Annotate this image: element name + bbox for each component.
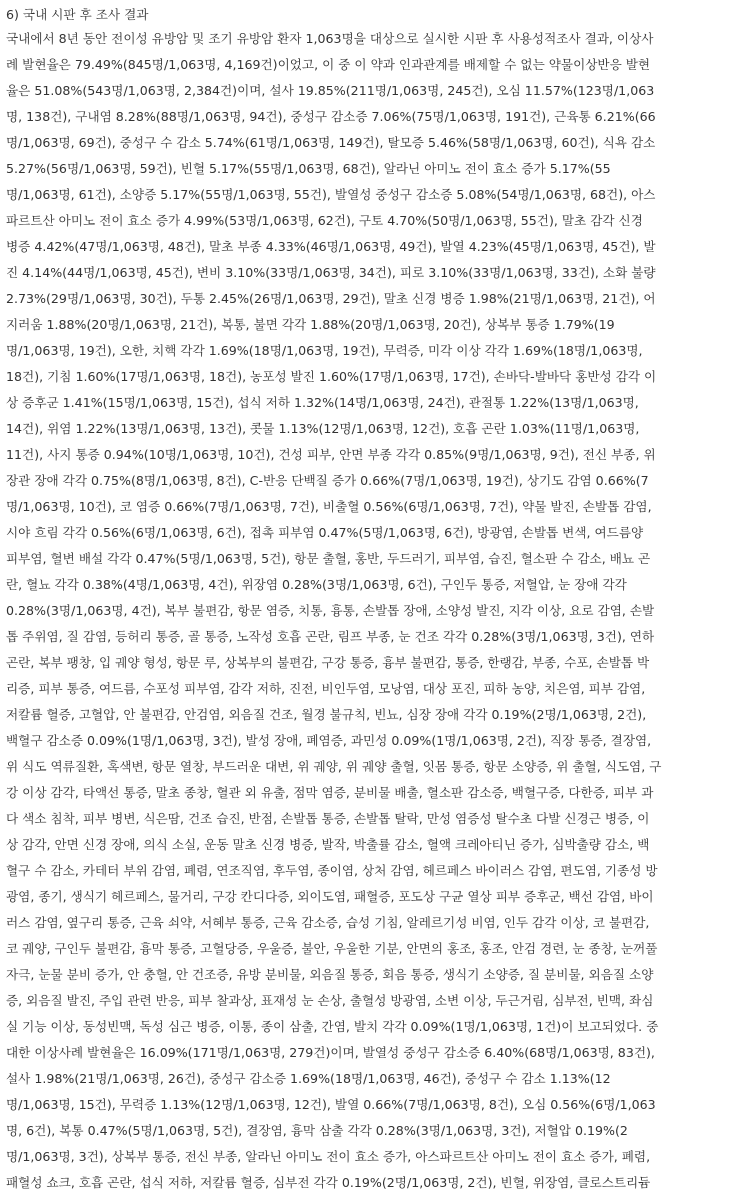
- paragraph-line: 18건), 기침 1.60%(17명/1,063명, 18건), 농포성 발진 1.60%(17명/1,063명, 17건), 손바닥-발바닥 홍반성 감각 이: [6, 369, 657, 384]
- paragraph-line: 증, 외음질 발진, 주입 관련 반응, 피부 찰과상, 표재성 눈 손상, 출혈성 방광염, 소변 이상, 두근거림, 심부전, 빈맥, 좌심: [6, 993, 654, 1008]
- paragraph-line: 톱 주위염, 질 감염, 등허리 통증, 골 통증, 노작성 호흡 곤란, 림프 부종, 눈 건조 각각 0.28%(3명/1,063명, 3건), 연하: [6, 629, 655, 644]
- paragraph-line: 상 감각, 안면 신경 장애, 의식 소실, 운동 말초 신경 병증, 발작, 박출률 감소, 혈액 크레아티닌 증가, 심박출량 감소, 백: [6, 837, 650, 852]
- paragraph-line: 코 궤양, 구인두 불편감, 흉막 통증, 고혈당증, 우울증, 불안, 우울한 기분, 안면의 홍조, 홍조, 안검 경련, 눈 종창, 눈꺼풀: [6, 941, 658, 956]
- paragraph-line: 설사 1.98%(21명/1,063명, 26건), 중성구 감소증 1.69%(18명/1,063명, 46건), 중성구 수 감소 1.13%(12: [6, 1071, 611, 1086]
- paragraph-line: 곤란, 복부 팽창, 입 궤양 형성, 항문 루, 상복부의 불편감, 구강 통증, 흉부 불편감, 통증, 한랭감, 부종, 수포, 손발톱 박: [6, 655, 650, 670]
- paragraph-line: 명, 138건), 구내염 8.28%(88명/1,063명, 94건), 중성구 감소증 7.06%(75명/1,063명, 191건), 근육통 6.21%(66: [6, 109, 656, 124]
- paragraph-line: 실 기능 이상, 동성빈맥, 독성 심근 병증, 이통, 종이 삼출, 간염, 발치 각각 0.09%(1명/1,063명, 1건)이 보고되었다. 중: [6, 1019, 659, 1034]
- post-marketing-survey-paragraph: [6, 26, 735, 1196]
- paragraph-line: 백혈구 감소증 0.09%(1명/1,063명, 3건), 발성 장애, 폐염증, 과민성 0.09%(1명/1,063명, 2건), 직장 통증, 결장염,: [6, 733, 652, 748]
- paragraph-line: 위 식도 역류질환, 혹색변, 항문 열창, 부드러운 대변, 위 궤양, 위 궤양 출혈, 잇몸 통증, 항문 소양증, 위 출혈, 식도염, 구: [6, 759, 662, 774]
- paragraph-line: 14건), 위염 1.22%(13명/1,063명, 13건), 콧물 1.13%(12명/1,063명, 12건), 호흡 곤란 1.03%(11명/1,063명,: [6, 421, 640, 436]
- paragraph-line: 율은 51.08%(543명/1,063명, 2,384건)이며, 설사 19.85%(211명/1,063명, 245건), 오심 11.57%(123명/1,063: [6, 83, 655, 98]
- paragraph-line: 명/1,063명, 10건), 코 염증 0.66%(7명/1,063명, 7건), 비출혈 0.56%(6명/1,063명, 7건), 약물 발진, 손발톱 감염,: [6, 499, 652, 514]
- paragraph-line: 0.28%(3명/1,063명, 4건), 복부 불편감, 항문 염증, 치통, 흉통, 손발톱 장애, 소양성 발진, 지각 이상, 요로 감염, 손발: [6, 603, 655, 618]
- paragraph-line: 명/1,063명, 15건), 무력증 1.13%(12명/1,063명, 12건), 발열 0.66%(7명/1,063명, 8건), 오심 0.56%(6명/1,063: [6, 1097, 656, 1112]
- paragraph-line: 5.27%(56명/1,063명, 59건), 빈혈 5.17%(55명/1,063명, 68건), 알라닌 아미노 전이 효소 증가 5.17%(55: [6, 161, 611, 176]
- paragraph-line: 대한 이상사례 발현율은 16.09%(171명/1,063명, 279건)이며, 발열성 중성구 감소증 6.40%(68명/1,063명, 83건),: [6, 1045, 655, 1060]
- paragraph-line: 리증, 피부 통증, 여드름, 수포성 피부염, 감각 저하, 진전, 비인두염, 모낭염, 대상 포진, 피하 농양, 치은염, 피부 감염,: [6, 681, 646, 696]
- paragraph-line: 지러움 1.88%(20명/1,063명, 21건), 복통, 불면 각각 1.88%(20명/1,063명, 20건), 상복부 통증 1.79%(19: [6, 317, 615, 332]
- paragraph-line: 러스 감염, 옆구리 통증, 근육 쇠약, 서혜부 통증, 근육 감소증, 습성 기침, 알레르기성 비염, 인두 감각 이상, 코 불편감,: [6, 915, 650, 930]
- paragraph-line: 혈구 수 감소, 카테터 부위 감염, 폐렴, 연조직염, 후두염, 종이염, 상처 감염, 헤르페스 바이러스 감염, 편도염, 기종성 방: [6, 863, 658, 878]
- paragraph-line: 병증 4.42%(47명/1,063명, 48건), 말초 부종 4.33%(46명/1,063명, 49건), 발열 4.23%(45명/1,063명, 45건), 발: [6, 239, 656, 254]
- paragraph-line: 명/1,063명, 19건), 오한, 치핵 각각 1.69%(18명/1,063명, 19건), 무력증, 미각 이상 각각 1.69%(18명/1,063명,: [6, 343, 643, 358]
- paragraph-line: 란, 혈뇨 각각 0.38%(4명/1,063명, 4건), 위장염 0.28%(3명/1,063명, 6건), 구인두 통증, 저혈압, 눈 장애 각각: [6, 577, 627, 592]
- paragraph-line: 명, 6건), 복통 0.47%(5명/1,063명, 5건), 결장염, 흉막 삼출 각각 0.28%(3명/1,063명, 3건), 저혈압 0.19%(2: [6, 1123, 628, 1138]
- paragraph-line: 2.73%(29명/1,063명, 30건), 두통 2.45%(26명/1,063명, 29건), 말초 신경 병증 1.98%(21명/1,063명, 21건), 어: [6, 291, 656, 306]
- paragraph-line: 국내에서 8년 동안 전이성 유방암 및 조기 유방암 환자 1,063명을 대상으로 실시한 시판 후 사용성적조사 결과, 이상사: [6, 31, 654, 46]
- paragraph-line: 장관 장애 각각 0.75%(8명/1,063명, 8건), C-반응 단백질 증가 0.66%(7명/1,063명, 19건), 상기도 감염 0.66%(7: [6, 473, 649, 488]
- paragraph-line: 명/1,063명, 69건), 중성구 수 감소 5.74%(61명/1,063명, 149건), 탈모증 5.46%(58명/1,063명, 60건), 식욕 감소: [6, 135, 656, 150]
- paragraph-line: 상 증후군 1.41%(15명/1,063명, 15건), 섭식 저하 1.32%(14명/1,063명, 24건), 관절통 1.22%(13명/1,063명,: [6, 395, 639, 410]
- paragraph-line: 례 발현율은 79.49%(845명/1,063명, 4,169건)이었고, 이 중 이 약과 인과관계를 배제할 수 없는 약물이상반응 발현: [6, 57, 651, 72]
- paragraph-line: 피부염, 혈변 배설 각각 0.47%(5명/1,063명, 5건), 항문 출혈, 홍반, 두드러기, 피부염, 습진, 혈소판 수 감소, 배뇨 곤: [6, 551, 651, 566]
- paragraph-line: 진 4.14%(44명/1,063명, 45건), 변비 3.10%(33명/1,063명, 34건), 피로 3.10%(33명/1,063명, 33건), 소화 불량: [6, 265, 656, 280]
- paragraph-line: 시야 흐림 각각 0.56%(6명/1,063명, 6건), 접촉 피부염 0.47%(5명/1,063명, 6건), 방광염, 손발톱 변색, 여드름양: [6, 525, 644, 540]
- paragraph-line: 11건), 사지 통증 0.94%(10명/1,063명, 10건), 건성 피부, 안면 부종 각각 0.85%(9명/1,063명, 9건), 전신 부종, 위: [6, 447, 656, 462]
- paragraph-line: 명/1,063명, 61건), 소양증 5.17%(55명/1,063명, 55건), 발열성 중성구 감소증 5.08%(54명/1,063명, 68건), 아스: [6, 187, 656, 202]
- paragraph-line: 파르트산 아미노 전이 효소 증가 4.99%(53명/1,063명, 62건), 구토 4.70%(50명/1,063명, 55건), 말초 감각 신경: [6, 213, 643, 228]
- paragraph-line: 자극, 눈물 분비 증가, 안 충혈, 안 건조증, 유방 분비물, 외음질 통증, 회음 통증, 생식기 소양증, 질 분비물, 외음질 소양: [6, 967, 654, 982]
- paragraph-line: 패혈성 쇼크, 호흡 곤란, 섭식 저하, 저칼륨 혈증, 심부전 각각 0.19%(2명/1,063명, 2건), 빈혈, 위장염, 클로스트리듐: [6, 1175, 651, 1190]
- paragraph-line: 저칼륨 혈증, 고혈압, 안 불편감, 안검염, 외음질 건조, 월경 불규칙, 빈뇨, 심장 장애 각각 0.19%(2명/1,063명, 2건),: [6, 707, 647, 722]
- paragraph-line: 명/1,063명, 3건), 상복부 통증, 전신 부종, 알라닌 아미노 전이 효소 증가, 아스파르트산 아미노 전이 효소 증가, 폐렴,: [6, 1149, 651, 1164]
- paragraph-line: 광염, 종기, 생식기 헤르페스, 물거리, 구강 칸디다증, 외이도염, 패혈증, 포도상 구균 열상 피부 증후군, 백선 감염, 바이: [6, 889, 654, 904]
- paragraph-line: 강 이상 감각, 타액선 통증, 말초 종창, 혈관 외 유출, 점막 염증, 분비물 배출, 혈소판 감소증, 백혈구증, 다한증, 피부 과: [6, 785, 654, 800]
- section-heading: 6) 국내 시판 후 조사 결과: [6, 7, 149, 22]
- paragraph-line: 다 색소 침착, 피부 병변, 식은땀, 건조 습진, 반점, 손발톱 통증, 손발톱 탈락, 만성 염증성 탈수초 다발 신경근 병증, 이: [6, 811, 650, 826]
